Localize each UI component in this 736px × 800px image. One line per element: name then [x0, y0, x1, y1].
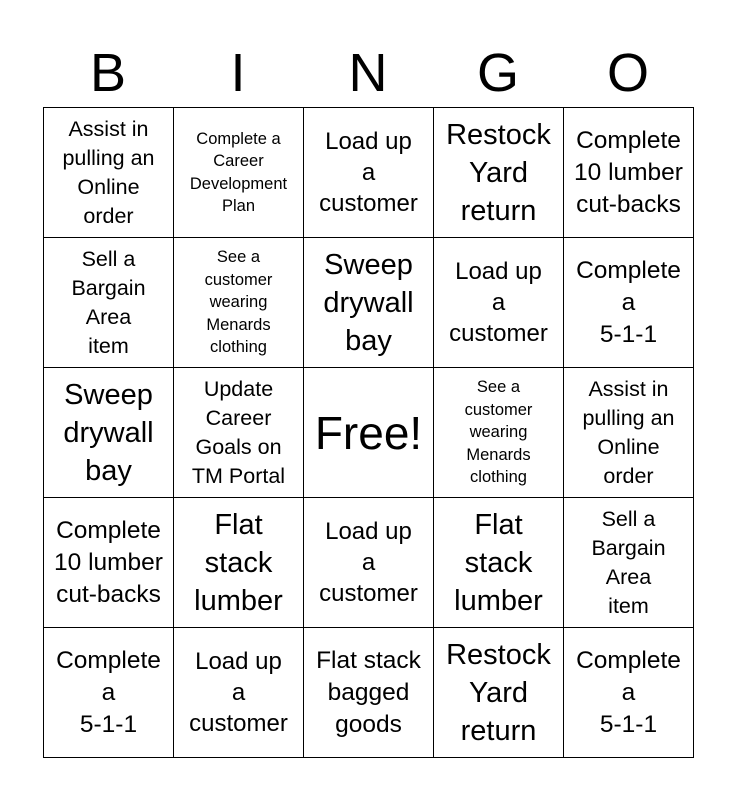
bingo-grid — [43, 107, 694, 758]
bingo-cell[interactable]: Complete a 5-1-1 — [564, 628, 694, 758]
bingo-cell[interactable]: Sweep drywall bay — [304, 238, 434, 368]
bingo-cell[interactable]: Restock Yard return — [434, 628, 564, 758]
bingo-cell[interactable]: Flat stack bagged goods — [304, 628, 434, 758]
bingo-cell[interactable]: Complete a Career Development Plan — [174, 108, 304, 238]
bingo-cell[interactable]: Load up a customer — [304, 108, 434, 238]
bingo-header — [43, 40, 693, 106]
bingo-cell[interactable]: Restock Yard return — [434, 108, 564, 238]
header-letter-i: I — [230, 43, 246, 103]
bingo-cell[interactable]: Sweep drywall bay — [44, 368, 174, 498]
free-space-cell[interactable]: Free! — [304, 368, 434, 498]
header-letter-o: O — [606, 43, 649, 103]
bingo-cell[interactable]: Assist in pulling an Online order — [564, 368, 694, 498]
bingo-cell[interactable]: Flat stack lumber — [434, 498, 564, 628]
bingo-cell[interactable]: Load up a customer — [174, 628, 304, 758]
bingo-cell[interactable]: Update Career Goals on TM Portal — [174, 368, 304, 498]
bingo-cell[interactable]: Load up a customer — [304, 498, 434, 628]
bingo-cell[interactable]: See a customer wearing Menards clothing — [174, 238, 304, 368]
bingo-cell[interactable]: See a customer wearing Menards clothing — [434, 368, 564, 498]
bingo-cell[interactable]: Complete 10 lumber cut-backs — [564, 108, 694, 238]
bingo-cell[interactable]: Sell a Bargain Area item — [44, 238, 174, 368]
bingo-cell[interactable]: Complete a 5-1-1 — [44, 628, 174, 758]
bingo-cell[interactable]: Assist in pulling an Online order — [44, 108, 174, 238]
header-letter-g: G — [476, 43, 519, 103]
bingo-cell[interactable]: Load up a customer — [434, 238, 564, 368]
header-letter-n: N — [348, 43, 388, 103]
header-letter-b: B — [89, 43, 127, 103]
bingo-cell[interactable]: Complete a 5-1-1 — [564, 238, 694, 368]
bingo-cell[interactable]: Complete 10 lumber cut-backs — [44, 498, 174, 628]
bingo-cell[interactable]: Sell a Bargain Area item — [564, 498, 694, 628]
bingo-cell[interactable]: Flat stack lumber — [174, 498, 304, 628]
